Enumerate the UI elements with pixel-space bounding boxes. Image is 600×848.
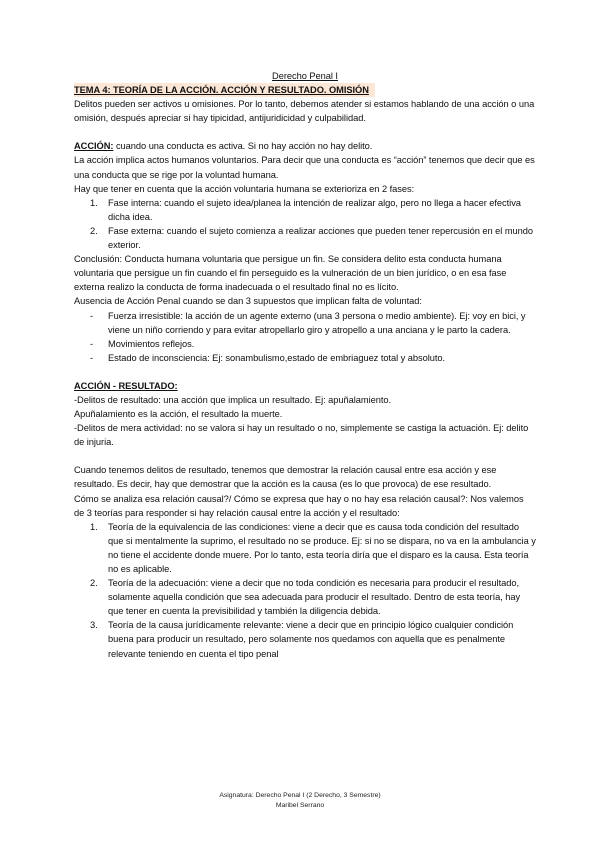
list-item	[74, 337, 536, 351]
list-item	[74, 618, 536, 660]
page-footer	[0, 791, 600, 811]
list-item	[74, 576, 536, 618]
list-item	[74, 196, 536, 224]
list-item-text: Teoría de la adecuación: viene a decir que no toda condición es necesaria para producir el resultado, solamente aquella condición que sea adecuada para producir el resultado. Dentro de esta teoría, hay que tener en cuenta la previsibilidad y también la diligencia debida.	[108, 578, 521, 617]
theories-list	[74, 520, 536, 661]
list-item-text: Teoría de la equivalencia de las condiciones: viene a decir que es causa toda condición del resultado que si mentalmente la suprimo, el resultado no se produce. Ej: si no se dispara, no va en la ambulancia y no tiene el accidente donde muere. Por lo tanto, esta teoría diría que el disparo es la causa. Esta teoría no es aplicable.	[108, 521, 536, 574]
accion-paragraph-1: La acción implica actos humanos voluntarios. Para decir que una conducta es “acción” tenemos que decir que es una conducta que se rige por la voluntad humana.	[74, 155, 535, 180]
list-item-text: Movimientos reflejos.	[108, 338, 195, 349]
spacer	[74, 449, 536, 463]
list-item-text: Teoría de la causa jurídicamente relevante: viene a decir que en principio lógico cualquier condición buena para producir un resultado, pero solamente nos quedamos con aquella que es penalmente relevante teniendo en cuenta el tipo penal	[108, 620, 514, 659]
list-item-text: Fase externa: cuando el sujeto comienza a realizar acciones que pueden tener repercusión en el mundo exterior.	[108, 225, 533, 251]
document-body	[74, 69, 536, 661]
list-marker: -	[90, 338, 94, 349]
list-item-text: Fase interna: cuando el sujeto idea/planea la intención de realizar algo, pero no llega a hacer efectiva dicha idea.	[108, 197, 521, 222]
conclusion-paragraph: Conclusión: Conducta humana voluntaria que persigue un fin. Se considera delito esta conducta humana voluntaria que persigue un fin cuando el fin perseguido es la vulneración de un bien jurídico, o en esa fase externa realizo la conducta de forma inadecuada o el resultado final no es lícito.	[74, 254, 507, 293]
intro-paragraph: Delitos pueden ser activos u omisiones. Por lo tanto, debemos atender si estamos hablando de una acción o una omisión, después apreciar si hay tipicidad, antijuridicidad y culpabilidad.	[74, 99, 535, 124]
list-marker: 1.	[90, 197, 98, 208]
resultado-line-3: -Delitos de mera actividad: no se valora si hay un resultado o no, simplemente se castiga la actuación. Ej: delito de injuria.	[74, 423, 529, 448]
phases-list	[74, 196, 536, 252]
topic-title: TEMA 4: TEORÍA DE LA ACCIÓN. ACCIÓN Y RESULTADO. OMISIÓN	[74, 83, 375, 97]
accion-heading-line	[74, 139, 536, 153]
absence-intro: Ausencia de Acción Penal cuando se dan 3 supuestos que implican falta de voluntad:	[74, 296, 422, 307]
list-marker: 1.	[90, 521, 98, 532]
list-item-text: Fuerza irresistible: la acción de un agente externo (una 3 persona o medio ambiente). Ej: voy en bici, y viene un niño corriendo y para evitar atropellarlo giro y atropello a una anciana y le parto la cadera.	[108, 310, 526, 335]
list-marker: 2.	[90, 225, 98, 236]
spacer	[74, 365, 536, 379]
list-item	[74, 520, 536, 576]
causal-paragraph-2: Cómo se analiza esa relación causal?/ Cómo se expresa que hay o no hay esa relación causal?: Nos valemos de 3 teorías para responder si hay relación causal entre la acción y el resultado:	[74, 493, 524, 518]
list-marker: 2.	[90, 578, 98, 589]
list-item	[74, 309, 536, 337]
footer-subject: Asignatura: Derecho Penal I (2 Derecho, 3 Semestre)	[219, 792, 381, 799]
accion-heading-rest: cuando una conducta es activa. Si no hay acción no hay delito.	[113, 141, 373, 152]
list-item	[74, 351, 536, 365]
resultado-line-1: -Delitos de resultado: una acción que implica un resultado. Ej: apuñalamiento.	[74, 394, 392, 405]
list-marker: -	[90, 352, 94, 363]
accion-heading: ACCIÓN:	[74, 141, 114, 152]
list-marker: -	[90, 310, 94, 321]
topic-title-line	[74, 83, 536, 97]
accion-paragraph-2: Hay que tener en cuenta que la acción voluntaria humana se exterioriza en 2 fases:	[74, 183, 415, 194]
spacer	[74, 125, 536, 139]
footer-author: Maribel Serrano	[275, 802, 325, 809]
list-item	[74, 224, 536, 252]
causal-paragraph-1: Cuando tenemos delitos de resultado, tenemos que demostrar la relación causal entre esa acción y ese resultado. Es decir, hay que demostrar que la acción es la causa (es lo que provoca) de ese resultado.	[74, 465, 497, 490]
accion-resultado-heading: ACCIÓN - RESULTADO:	[74, 380, 178, 391]
list-item-text: Estado de inconsciencia: Ej: sonambulismo,estado de embriaguez total y absoluto.	[108, 352, 446, 363]
course-title: Derecho Penal I	[272, 71, 338, 81]
list-marker: 3.	[90, 620, 98, 631]
resultado-line-2: Apuñalamiento es la acción, el resultado la muerte.	[74, 409, 283, 420]
absence-list	[74, 309, 536, 365]
